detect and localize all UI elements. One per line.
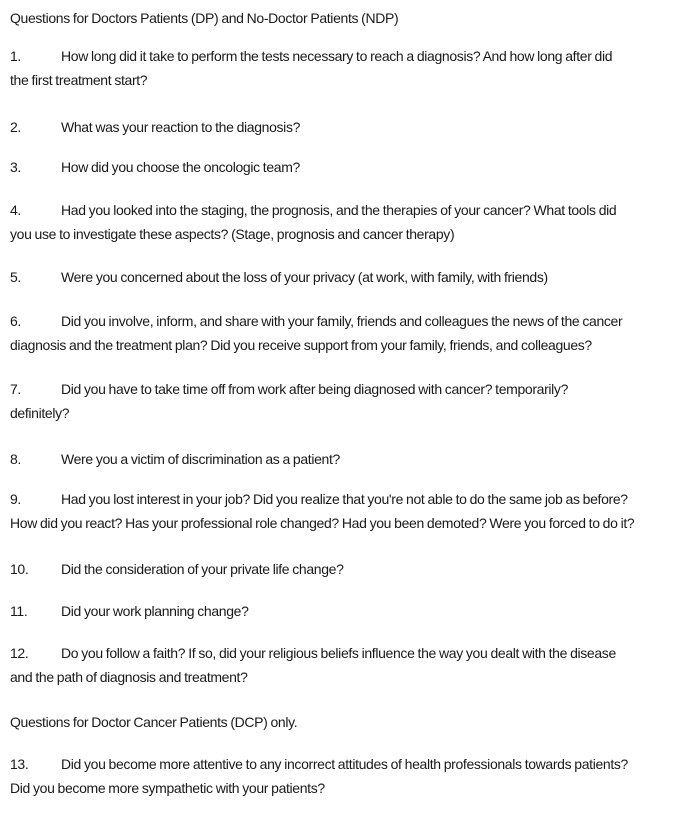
question-5 (10, 265, 698, 289)
question-number: 5. (10, 269, 21, 285)
question-text-continued: Did you become more sympathetic with your patients? (10, 780, 325, 796)
question-line (10, 752, 698, 776)
question-number: 4. (10, 202, 21, 218)
question-line (10, 265, 698, 289)
section-heading-dcp: Questions for Doctor Cancer Patients (DCP) only. (10, 714, 298, 730)
question-line (10, 641, 698, 665)
question-number: 12. (10, 645, 29, 661)
question-text: Did you have to take time off from work after being diagnosed with cancer? temporarily? (61, 381, 569, 397)
question-line (10, 115, 698, 139)
question-4 (10, 198, 698, 246)
question-8 (10, 447, 698, 471)
question-6 (10, 309, 698, 357)
question-number: 11. (10, 603, 28, 619)
question-line (10, 44, 698, 68)
question-9 (10, 487, 698, 535)
question-text: How did you choose the oncologic team? (61, 159, 300, 175)
question-7 (10, 377, 698, 425)
question-12 (10, 641, 698, 689)
question-text: Did you become more attentive to any incorrect attitudes of health professionals towards patients? (61, 756, 628, 772)
question-number: 9. (10, 491, 21, 507)
question-text-continued: diagnosis and the treatment plan? Did you receive support from your family, friends, and colleagues? (10, 337, 592, 353)
question-text-continued: you use to investigate these aspects? (Stage, prognosis and cancer therapy) (10, 226, 455, 242)
question-1 (10, 44, 698, 92)
question-number: 3. (10, 159, 21, 175)
question-line (10, 155, 698, 179)
question-text: Did your work planning change? (61, 603, 249, 619)
question-line (10, 557, 698, 581)
question-text: Had you lost interest in your job? Did you realize that you're not able to do the same job as before? (61, 491, 628, 507)
question-text-continued: and the path of diagnosis and treatment? (10, 669, 248, 685)
question-13 (10, 752, 698, 800)
question-text: Had you looked into the staging, the prognosis, and the therapies of your cancer? What tools did (61, 202, 617, 218)
question-text-continued: the first treatment start? (10, 72, 148, 88)
question-number: 1. (10, 48, 21, 64)
question-text: Were you a victim of discrimination as a patient? (61, 451, 340, 467)
question-text-continued: definitely? (10, 405, 70, 421)
question-10 (10, 557, 698, 581)
question-11 (10, 599, 698, 623)
question-line (10, 599, 698, 623)
question-number: 2. (10, 119, 21, 135)
question-text: What was your reaction to the diagnosis? (61, 119, 301, 135)
question-text: Were you concerned about the loss of your privacy (at work, with family, with friends) (61, 269, 548, 285)
question-2 (10, 115, 698, 139)
question-number: 7. (10, 381, 21, 397)
question-text: Did the consideration of your private life change? (61, 561, 344, 577)
question-text: How long did it take to perform the tests necessary to reach a diagnosis? And how long after did (61, 48, 613, 64)
question-text: Do you follow a faith? If so, did your religious beliefs influence the way you dealt with the disease (61, 645, 616, 661)
question-3 (10, 155, 698, 179)
question-line (10, 198, 698, 222)
question-line (10, 487, 698, 511)
question-line (10, 377, 698, 401)
question-number: 8. (10, 451, 21, 467)
question-text: Did you involve, inform, and share with your family, friends and colleagues the news of the cancer (61, 313, 623, 329)
question-number: 10. (10, 561, 29, 577)
question-number: 6. (10, 313, 21, 329)
question-text-continued: How did you react? Has your professional role changed? Had you been demoted? Were you forced to do it? (10, 515, 635, 531)
question-number: 13. (10, 756, 29, 772)
question-line (10, 309, 698, 333)
section-heading-dp-ndp: Questions for Doctors Patients (DP) and No-Doctor Patients (NDP) (10, 10, 399, 26)
question-line (10, 447, 698, 471)
